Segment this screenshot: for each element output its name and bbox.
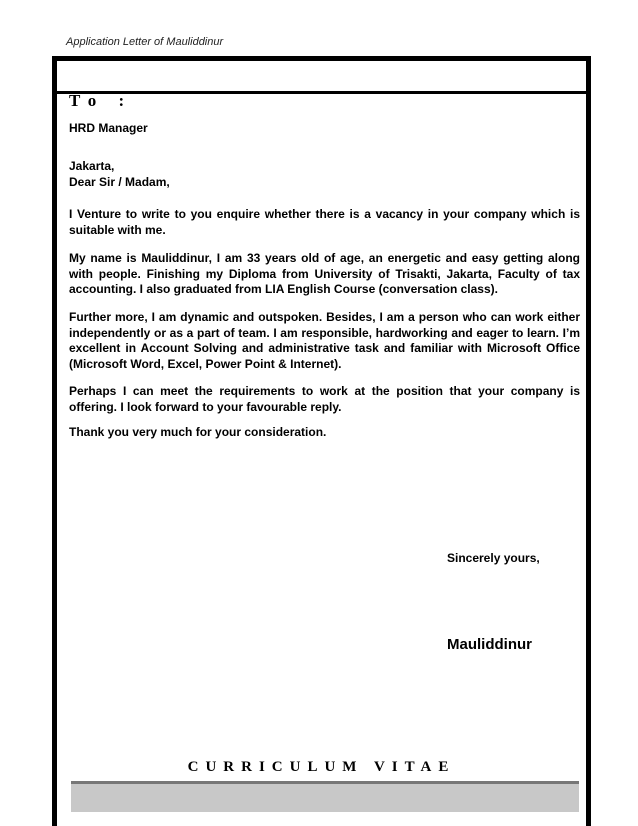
paragraph-vacancy: I Venture to write to you enquire whether there is a vacancy in your company which is suitable with me.: [69, 207, 580, 237]
paragraph-request: Perhaps I can meet the requirements to work at the position that your company is offering. I look forward to your favourable reply.: [69, 384, 580, 414]
cv-title: CURRICULUM VITAE: [187, 759, 456, 775]
frame-top-bar: [57, 61, 586, 94]
paragraph-skills: Further more, I am dynamic and outspoken. Besides, I am a person who can work either independently or as a part of team. I am responsible, hardworking and eager to learn. I’m excellent in Account Solving and administrative task and familiar with Microsoft Office (Microsoft Word, Excel, Power Point & Internet).: [69, 310, 580, 371]
document-header: Application Letter of Mauliddinur: [66, 36, 224, 48]
cv-section-bar: [71, 781, 579, 812]
city: Jakarta,: [69, 159, 115, 173]
letter-frame: [52, 56, 591, 826]
paragraph-thanks: Thank you very much for your consideration.: [69, 425, 327, 439]
signature: Mauliddinur: [447, 636, 532, 653]
paragraph-introduction: My name is Mauliddinur, I am 33 years old of age, an energetic and easy getting along with people. Finishing my Diploma from University of Trisakti, Jakarta, Faculty of tax accounting. I also graduated from LIA English Course (conversation class).: [69, 251, 580, 296]
to-label: To :: [69, 94, 134, 106]
closing: Sincerely yours,: [447, 551, 540, 565]
recipient: HRD Manager: [69, 121, 148, 135]
salutation: Dear Sir / Madam,: [69, 175, 170, 189]
